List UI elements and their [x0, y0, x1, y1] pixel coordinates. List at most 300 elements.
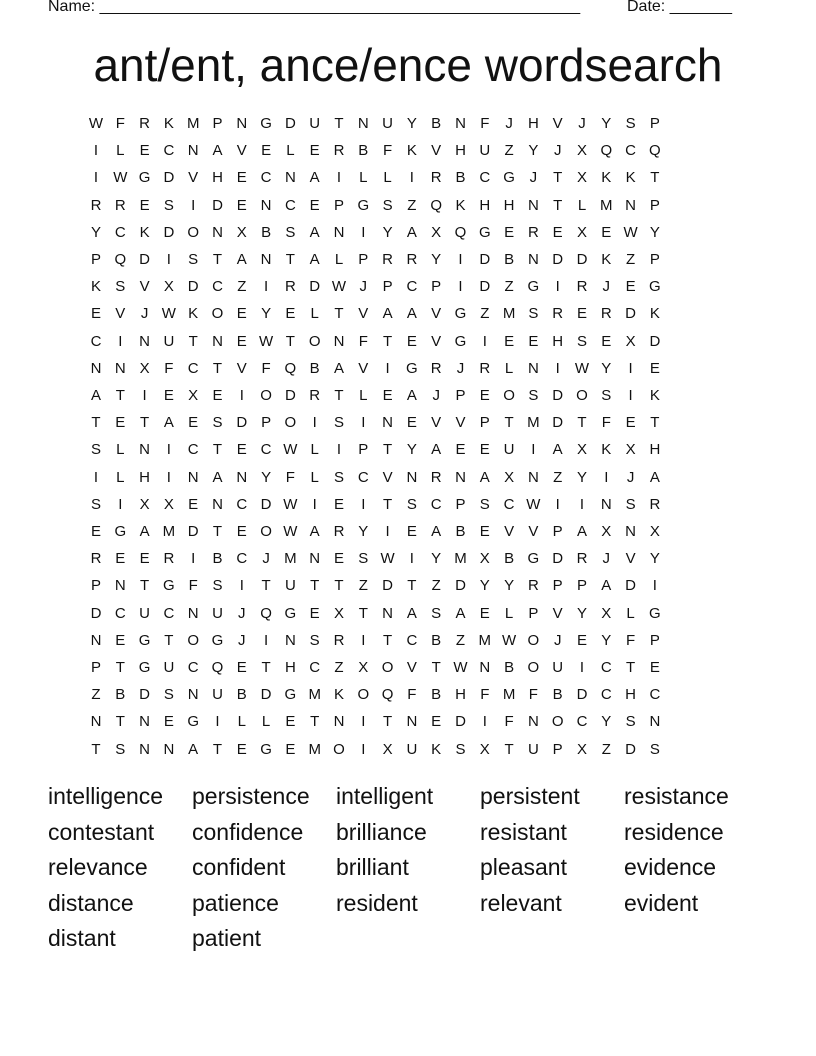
grid-cell[interactable]: M [502, 686, 516, 704]
grid-cell[interactable]: C [576, 713, 588, 731]
grid-cell[interactable]: I [458, 278, 463, 296]
grid-cell[interactable]: O [551, 713, 564, 731]
grid-cell[interactable]: A [382, 305, 393, 323]
grid-cell[interactable]: T [383, 332, 393, 350]
grid-cell[interactable]: I [239, 577, 244, 595]
grid-cell[interactable]: V [406, 659, 417, 676]
grid-cell[interactable]: T [310, 713, 320, 731]
grid-cell[interactable]: I [166, 468, 171, 486]
grid-cell[interactable]: S [163, 196, 174, 214]
grid-cell[interactable]: I [579, 659, 585, 676]
grid-cell[interactable]: W [453, 659, 468, 676]
grid-cell[interactable]: Y [504, 577, 515, 595]
grid-cell[interactable]: V [236, 359, 247, 377]
grid-cell[interactable]: Q [260, 604, 272, 622]
grid-cell[interactable]: N [114, 359, 126, 377]
grid-cell[interactable]: S [649, 740, 660, 758]
grid-cell[interactable]: T [261, 659, 271, 676]
grid-cell[interactable]: E [431, 713, 442, 731]
grid-cell[interactable]: B [504, 659, 515, 676]
grid-cell[interactable]: G [357, 196, 370, 214]
grid-cell[interactable]: S [358, 550, 369, 568]
grid-cell[interactable]: Y [358, 523, 369, 540]
grid-cell[interactable]: X [188, 387, 199, 404]
grid-cell[interactable]: N [455, 468, 466, 486]
grid-cell[interactable]: N [212, 332, 223, 350]
grid-cell[interactable]: F [480, 115, 490, 132]
grid-cell[interactable]: V [431, 414, 442, 432]
grid-cell[interactable]: E [236, 332, 247, 350]
grid-cell[interactable]: A [212, 142, 223, 160]
grid-cell[interactable]: C [163, 142, 175, 160]
grid-cell[interactable]: A [309, 251, 320, 268]
grid-cell[interactable]: A [163, 414, 174, 432]
grid-cell[interactable]: W [380, 550, 395, 568]
grid-cell[interactable]: B [431, 631, 442, 649]
grid-cell[interactable]: D [163, 223, 175, 241]
grid-cell[interactable]: D [576, 251, 588, 268]
grid-cell[interactable]: R [649, 495, 661, 513]
grid-cell[interactable]: E [212, 387, 223, 404]
grid-cell[interactable]: X [139, 359, 150, 377]
grid-cell[interactable]: J [238, 604, 246, 622]
grid-cell[interactable]: T [310, 577, 320, 595]
grid-cell[interactable]: U [552, 659, 564, 676]
grid-cell[interactable]: N [163, 740, 175, 758]
grid-cell[interactable]: N [600, 495, 612, 513]
grid-cell[interactable]: T [212, 251, 223, 268]
grid-cell[interactable]: M [308, 686, 321, 704]
grid-cell[interactable]: J [262, 550, 270, 568]
grid-cell[interactable]: K [601, 169, 612, 187]
grid-cell[interactable]: N [527, 359, 539, 377]
grid-cell[interactable]: S [212, 414, 223, 432]
grid-cell[interactable]: E [479, 387, 490, 404]
grid-cell[interactable]: Q [114, 251, 127, 268]
grid-cell[interactable]: G [406, 359, 418, 377]
grid-cell[interactable]: I [361, 740, 366, 758]
grid-cell[interactable]: W [526, 495, 541, 513]
grid-cell[interactable]: N [357, 115, 369, 132]
grid-cell[interactable]: U [479, 142, 491, 160]
grid-cell[interactable]: E [552, 223, 563, 241]
grid-cell[interactable]: O [187, 631, 200, 649]
grid-cell[interactable]: R [284, 278, 296, 296]
grid-cell[interactable]: E [139, 550, 150, 568]
grid-cell[interactable]: Q [284, 359, 297, 377]
grid-cell[interactable]: A [406, 305, 417, 323]
grid-cell[interactable]: V [504, 523, 515, 540]
grid-cell[interactable]: M [308, 740, 321, 758]
grid-cell[interactable]: W [623, 223, 638, 241]
grid-cell[interactable]: Z [334, 659, 344, 676]
grid-cell[interactable]: L [504, 359, 514, 377]
grid-cell[interactable]: I [579, 495, 585, 513]
grid-cell[interactable]: Z [504, 278, 514, 296]
grid-cell[interactable]: E [309, 196, 320, 214]
grid-cell[interactable]: R [309, 387, 321, 404]
grid-cell[interactable]: X [479, 740, 490, 758]
grid-cell[interactable]: F [115, 115, 125, 132]
grid-cell[interactable]: T [212, 740, 223, 758]
grid-cell[interactable]: X [601, 604, 612, 622]
grid-cell[interactable]: D [479, 251, 491, 268]
grid-cell[interactable]: R [382, 251, 394, 268]
grid-cell[interactable]: G [454, 305, 467, 323]
grid-cell[interactable]: E [333, 550, 344, 568]
grid-cell[interactable]: F [358, 332, 368, 350]
grid-cell[interactable]: L [359, 387, 368, 404]
grid-cell[interactable]: M [162, 523, 176, 540]
grid-cell[interactable]: S [333, 414, 344, 432]
grid-cell[interactable]: U [382, 115, 394, 132]
grid-cell[interactable]: E [115, 631, 126, 649]
grid-cell[interactable]: Y [601, 713, 612, 731]
grid-cell[interactable]: J [432, 387, 440, 404]
grid-cell[interactable]: C [260, 169, 272, 187]
grid-cell[interactable]: W [283, 495, 298, 513]
grid-cell[interactable]: D [576, 686, 588, 704]
grid-cell[interactable]: N [625, 196, 637, 214]
grid-cell[interactable]: Y [528, 142, 539, 160]
grid-cell[interactable]: R [90, 550, 102, 568]
grid-cell[interactable]: E [406, 332, 417, 350]
grid-cell[interactable]: N [649, 713, 661, 731]
grid-cell[interactable]: I [628, 387, 633, 404]
grid-cell[interactable]: E [504, 332, 515, 350]
grid-cell[interactable]: L [237, 713, 246, 731]
grid-cell[interactable]: V [625, 550, 636, 568]
grid-cell[interactable]: N [625, 523, 637, 540]
grid-cell[interactable]: T [115, 659, 125, 676]
grid-cell[interactable]: A [236, 251, 247, 268]
grid-cell[interactable]: V [431, 142, 442, 160]
grid-cell[interactable]: L [261, 713, 271, 731]
grid-cell[interactable]: G [284, 604, 297, 622]
grid-cell[interactable]: K [649, 387, 660, 404]
grid-cell[interactable]: B [455, 523, 466, 540]
grid-cell[interactable]: O [381, 659, 394, 676]
grid-cell[interactable]: J [140, 305, 149, 323]
grid-cell[interactable]: S [90, 495, 101, 513]
grid-cell[interactable]: N [333, 223, 345, 241]
grid-cell[interactable]: X [139, 495, 150, 513]
grid-cell[interactable]: G [503, 169, 515, 187]
grid-cell[interactable]: I [361, 495, 366, 513]
grid-cell[interactable]: U [163, 332, 175, 350]
grid-cell[interactable]: O [527, 659, 540, 676]
grid-cell[interactable]: X [504, 468, 515, 486]
grid-cell[interactable]: O [333, 740, 345, 758]
grid-cell[interactable]: A [188, 740, 199, 758]
grid-cell[interactable]: I [118, 332, 123, 350]
grid-cell[interactable]: A [406, 604, 417, 622]
grid-cell[interactable]: B [358, 142, 369, 160]
grid-cell[interactable]: P [552, 740, 563, 758]
grid-cell[interactable]: X [382, 740, 393, 758]
grid-cell[interactable]: N [90, 713, 102, 731]
grid-cell[interactable]: N [187, 468, 199, 486]
grid-cell[interactable]: R [479, 359, 491, 377]
grid-cell[interactable]: I [142, 387, 147, 404]
grid-cell[interactable]: W [113, 169, 128, 187]
grid-cell[interactable]: N [284, 169, 296, 187]
grid-cell[interactable]: R [527, 223, 539, 241]
grid-cell[interactable]: E [90, 523, 101, 540]
grid-cell[interactable]: D [163, 169, 175, 187]
grid-cell[interactable]: A [406, 387, 417, 404]
grid-cell[interactable]: W [283, 441, 298, 459]
grid-cell[interactable]: P [212, 115, 223, 132]
grid-cell[interactable]: T [334, 115, 344, 132]
grid-cell[interactable]: G [211, 631, 224, 649]
grid-cell[interactable]: J [602, 278, 611, 296]
grid-cell[interactable]: N [382, 414, 394, 432]
grid-cell[interactable]: I [191, 550, 196, 568]
grid-cell[interactable]: D [552, 251, 564, 268]
grid-cell[interactable]: X [601, 523, 612, 540]
grid-cell[interactable]: P [649, 631, 660, 649]
grid-cell[interactable]: K [455, 196, 466, 214]
grid-cell[interactable]: D [552, 414, 564, 432]
grid-cell[interactable]: V [552, 115, 563, 132]
grid-cell[interactable]: R [430, 468, 442, 486]
grid-cell[interactable]: A [309, 169, 320, 187]
grid-cell[interactable]: B [309, 359, 320, 377]
grid-cell[interactable]: P [358, 441, 369, 459]
grid-cell[interactable]: B [236, 686, 247, 704]
grid-cell[interactable]: C [114, 604, 126, 622]
grid-cell[interactable]: I [215, 713, 220, 731]
grid-cell[interactable]: E [649, 659, 660, 676]
grid-cell[interactable]: H [455, 142, 466, 160]
grid-cell[interactable]: E [236, 441, 247, 459]
grid-cell[interactable]: Y [261, 468, 272, 486]
grid-cell[interactable]: P [90, 659, 101, 676]
grid-cell[interactable]: F [164, 359, 174, 377]
grid-cell[interactable]: J [602, 550, 611, 568]
grid-cell[interactable]: R [333, 523, 345, 540]
grid-cell[interactable]: X [625, 441, 636, 459]
grid-cell[interactable]: V [431, 332, 442, 350]
grid-cell[interactable]: O [357, 686, 370, 704]
grid-cell[interactable]: D [455, 713, 466, 731]
grid-cell[interactable]: R [430, 359, 442, 377]
grid-cell[interactable]: E [576, 631, 587, 649]
grid-cell[interactable]: E [625, 278, 636, 296]
grid-cell[interactable]: D [309, 278, 321, 296]
grid-cell[interactable]: S [163, 686, 174, 704]
grid-cell[interactable]: D [260, 686, 272, 704]
grid-cell[interactable]: B [261, 223, 272, 241]
grid-cell[interactable]: K [139, 223, 150, 241]
grid-cell[interactable]: H [284, 659, 296, 676]
grid-cell[interactable]: G [260, 740, 272, 758]
grid-cell[interactable]: N [90, 631, 102, 649]
grid-cell[interactable]: H [552, 332, 564, 350]
grid-cell[interactable]: N [333, 332, 345, 350]
grid-cell[interactable]: P [358, 251, 369, 268]
grid-cell[interactable]: R [333, 631, 345, 649]
grid-cell[interactable]: T [212, 523, 223, 540]
grid-cell[interactable]: Y [649, 550, 660, 568]
grid-cell[interactable]: T [358, 604, 368, 622]
grid-cell[interactable]: I [264, 631, 269, 649]
grid-cell[interactable]: T [553, 169, 563, 187]
grid-cell[interactable]: S [625, 115, 636, 132]
grid-cell[interactable]: D [625, 577, 637, 595]
grid-cell[interactable]: J [505, 115, 513, 132]
grid-cell[interactable]: V [236, 142, 247, 160]
grid-cell[interactable]: H [479, 196, 491, 214]
grid-cell[interactable]: Z [601, 740, 611, 758]
grid-cell[interactable]: S [528, 387, 539, 404]
grid-cell[interactable]: C [236, 550, 248, 568]
grid-cell[interactable]: S [333, 468, 344, 486]
grid-cell[interactable]: E [309, 604, 320, 622]
grid-cell[interactable]: P [431, 278, 442, 296]
grid-cell[interactable]: F [504, 713, 514, 731]
grid-cell[interactable]: K [649, 305, 660, 323]
grid-cell[interactable]: E [139, 142, 150, 160]
grid-cell[interactable]: C [284, 196, 296, 214]
grid-cell[interactable]: I [555, 278, 560, 296]
grid-cell[interactable]: T [383, 631, 393, 649]
grid-cell[interactable]: N [90, 359, 102, 377]
grid-cell[interactable]: S [455, 740, 466, 758]
grid-cell[interactable]: S [212, 577, 223, 595]
grid-cell[interactable]: L [116, 441, 125, 459]
grid-cell[interactable]: U [527, 740, 539, 758]
grid-cell[interactable]: X [431, 223, 442, 241]
grid-cell[interactable]: C [406, 631, 418, 649]
grid-cell[interactable]: T [188, 332, 198, 350]
grid-cell[interactable]: V [455, 414, 466, 432]
grid-cell[interactable]: S [576, 332, 587, 350]
grid-cell[interactable]: G [260, 115, 272, 132]
grid-cell[interactable]: M [186, 115, 200, 132]
grid-cell[interactable]: V [188, 169, 199, 187]
grid-cell[interactable]: G [454, 332, 467, 350]
grid-cell[interactable]: G [138, 169, 151, 187]
grid-cell[interactable]: I [385, 523, 390, 540]
grid-cell[interactable]: V [528, 523, 539, 540]
grid-cell[interactable]: L [359, 169, 368, 187]
grid-cell[interactable]: Z [431, 577, 441, 595]
grid-cell[interactable]: X [576, 740, 587, 758]
grid-cell[interactable]: T [91, 414, 101, 432]
grid-cell[interactable]: E [601, 332, 612, 350]
grid-cell[interactable]: E [90, 305, 101, 323]
grid-cell[interactable]: J [553, 631, 562, 649]
grid-cell[interactable]: B [504, 251, 515, 268]
grid-cell[interactable]: N [236, 115, 248, 132]
grid-cell[interactable]: K [601, 251, 612, 268]
grid-cell[interactable]: I [166, 441, 171, 459]
grid-cell[interactable]: C [357, 468, 369, 486]
grid-cell[interactable]: M [502, 305, 516, 323]
grid-cell[interactable]: M [478, 631, 492, 649]
grid-cell[interactable]: X [163, 495, 174, 513]
grid-cell[interactable]: I [93, 169, 99, 187]
grid-cell[interactable]: Y [261, 305, 272, 323]
grid-cell[interactable]: I [482, 713, 487, 731]
grid-cell[interactable]: G [114, 523, 127, 540]
grid-cell[interactable]: L [310, 441, 319, 459]
grid-cell[interactable]: A [406, 223, 417, 241]
grid-cell[interactable]: I [361, 713, 366, 731]
grid-cell[interactable]: P [528, 604, 539, 622]
grid-cell[interactable]: A [576, 523, 587, 540]
grid-cell[interactable]: G [649, 604, 661, 622]
grid-cell[interactable]: D [382, 577, 394, 595]
grid-cell[interactable]: U [309, 115, 321, 132]
grid-cell[interactable]: F [188, 577, 198, 595]
grid-cell[interactable]: I [312, 495, 317, 513]
grid-cell[interactable]: K [90, 278, 101, 296]
grid-cell[interactable]: G [478, 223, 491, 241]
grid-cell[interactable]: N [455, 115, 466, 132]
grid-cell[interactable]: K [188, 305, 199, 323]
grid-cell[interactable]: T [383, 713, 393, 731]
grid-cell[interactable]: D [212, 196, 223, 214]
grid-cell[interactable]: E [139, 196, 150, 214]
grid-cell[interactable]: W [502, 631, 517, 649]
grid-cell[interactable]: G [138, 631, 151, 649]
grid-cell[interactable]: Y [90, 223, 101, 241]
grid-cell[interactable]: K [625, 169, 636, 187]
grid-cell[interactable]: I [312, 414, 317, 432]
grid-cell[interactable]: Q [649, 142, 661, 160]
grid-cell[interactable]: L [577, 196, 587, 214]
grid-cell[interactable]: X [479, 550, 490, 568]
grid-cell[interactable]: P [333, 196, 344, 214]
grid-cell[interactable]: H [625, 686, 637, 704]
grid-cell[interactable]: Y [601, 631, 612, 649]
grid-cell[interactable]: D [284, 115, 296, 132]
grid-cell[interactable]: A [90, 387, 101, 404]
grid-cell[interactable]: K [601, 441, 612, 459]
grid-cell[interactable]: Z [455, 631, 466, 649]
grid-cell[interactable]: W [331, 278, 347, 296]
grid-cell[interactable]: S [431, 604, 442, 622]
grid-cell[interactable]: R [552, 305, 564, 323]
grid-cell[interactable]: X [576, 142, 587, 160]
grid-cell[interactable]: B [455, 169, 466, 187]
grid-cell[interactable]: Q [600, 142, 613, 160]
grid-cell[interactable]: H [139, 468, 151, 486]
grid-cell[interactable]: N [187, 604, 199, 622]
grid-cell[interactable]: X [649, 523, 660, 540]
grid-cell[interactable]: B [552, 686, 563, 704]
grid-cell[interactable]: B [431, 686, 442, 704]
grid-cell[interactable]: Q [430, 196, 443, 214]
grid-cell[interactable]: X [358, 659, 369, 676]
grid-cell[interactable]: N [212, 495, 223, 513]
grid-cell[interactable]: O [260, 387, 272, 404]
grid-cell[interactable]: T [626, 659, 636, 676]
grid-cell[interactable]: T [431, 659, 441, 676]
grid-cell[interactable]: K [163, 115, 174, 132]
grid-cell[interactable]: Y [406, 441, 417, 459]
grid-cell[interactable]: I [361, 414, 366, 432]
grid-cell[interactable]: P [649, 251, 660, 268]
grid-cell[interactable]: D [284, 387, 296, 404]
grid-cell[interactable]: A [139, 523, 150, 540]
grid-cell[interactable]: N [479, 659, 491, 676]
grid-cell[interactable]: N [284, 631, 296, 649]
grid-cell[interactable]: I [264, 278, 269, 296]
